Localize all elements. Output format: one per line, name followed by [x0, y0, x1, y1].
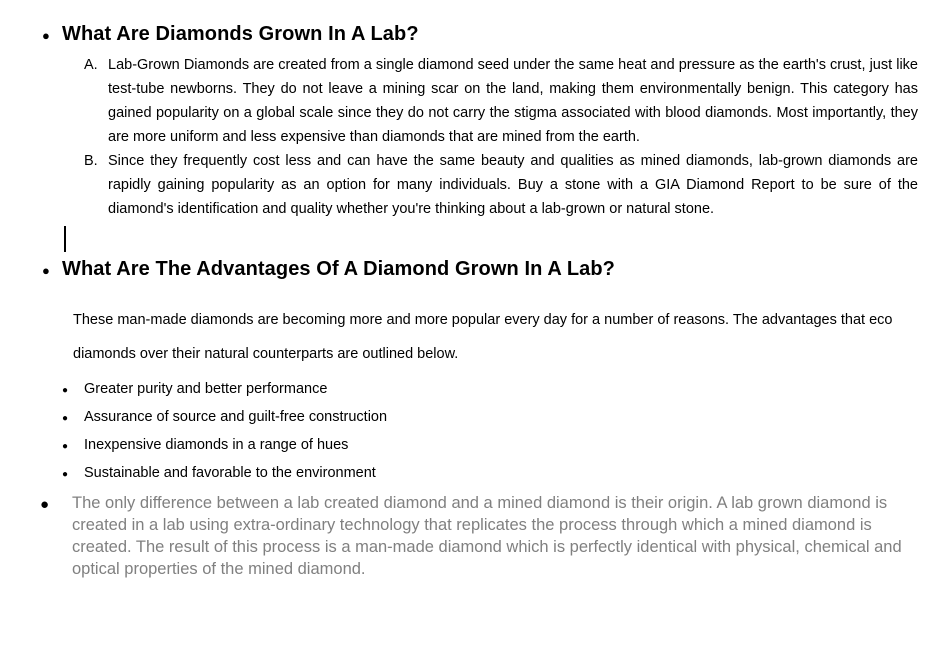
note-bullet-icon: ●	[40, 496, 50, 513]
lettered-item-b-text[interactable]: Since they frequently cost less and can have the same beauty and qualities as mined diamonds, lab-grown diamonds are rapidly gaining popularity as an option for many individuals. Buy a stone with a GIA Diamond Report to be sure of the diamond's identification and quality whether you're thinking about a lab-grown or natural stone.	[108, 153, 918, 217]
lettered-item-a[interactable]	[84, 53, 948, 149]
list-item-text[interactable]: Assurance of source and guilt-free construction	[84, 409, 388, 425]
text-caret	[64, 226, 66, 252]
list-bullet-icon: ●	[62, 469, 69, 480]
list-item-text[interactable]: Inexpensive diamonds in a range of hues	[84, 437, 349, 453]
empty-line[interactable]	[0, 221, 948, 253]
list-bullet-icon: ●	[62, 385, 69, 396]
intro-paragraph[interactable]: These man-made diamonds are becoming more and more popular every day for a number of reasons. The advantages that eco diamonds over their natural counterparts are outlined below.	[73, 312, 893, 362]
heading-row-1	[0, 21, 948, 49]
lettered-list	[0, 53, 948, 221]
note-row[interactable]	[40, 492, 948, 580]
list-item[interactable]	[62, 376, 948, 404]
section-2-heading[interactable]: What Are The Advantages Of A Diamond Grown In A Lab?	[62, 258, 616, 280]
list-bullet-icon: ●	[62, 413, 69, 424]
lettered-item-a-label: A.	[84, 57, 98, 73]
list-bullet-icon: ●	[62, 441, 69, 452]
list-item-text[interactable]: Greater purity and better performance	[84, 381, 328, 397]
note-paragraph[interactable]: The only difference between a lab created diamond and a mined diamond is their origin. A lab grown diamond is created in a lab using extra-ordinary technology that replicates the process through which a mined diamond is created. The result of this process is a man-made diamond which is perfectly identical with physical, chemical and optical properties of the mined diamond.	[72, 494, 902, 578]
lettered-item-a-text[interactable]: Lab-Grown Diamonds are created from a single diamond seed under the same heat and pressure as the earth's crust, just like test-tube newborns. They do not leave a mining scar on the land, making them environmentally benign. This category has gained popularity on a global scale since they do not carry the stigma associated with blood diamonds. Most importantly, they are more uniform and less expensive than diamonds that are mined from the earth.	[108, 57, 918, 145]
list-item[interactable]	[62, 404, 948, 432]
heading-bullet-icon: ●	[42, 28, 50, 43]
list-item[interactable]	[62, 432, 948, 460]
list-item-text[interactable]: Sustainable and favorable to the environment	[84, 465, 376, 481]
section-1-heading[interactable]: What Are Diamonds Grown In A Lab?	[62, 23, 419, 45]
advantages-list	[0, 376, 948, 488]
lettered-item-b-label: B.	[84, 153, 98, 169]
lettered-item-b[interactable]	[84, 149, 948, 221]
heading-row-2	[0, 256, 948, 284]
list-item[interactable]	[62, 460, 948, 488]
heading-bullet-icon: ●	[42, 263, 50, 278]
